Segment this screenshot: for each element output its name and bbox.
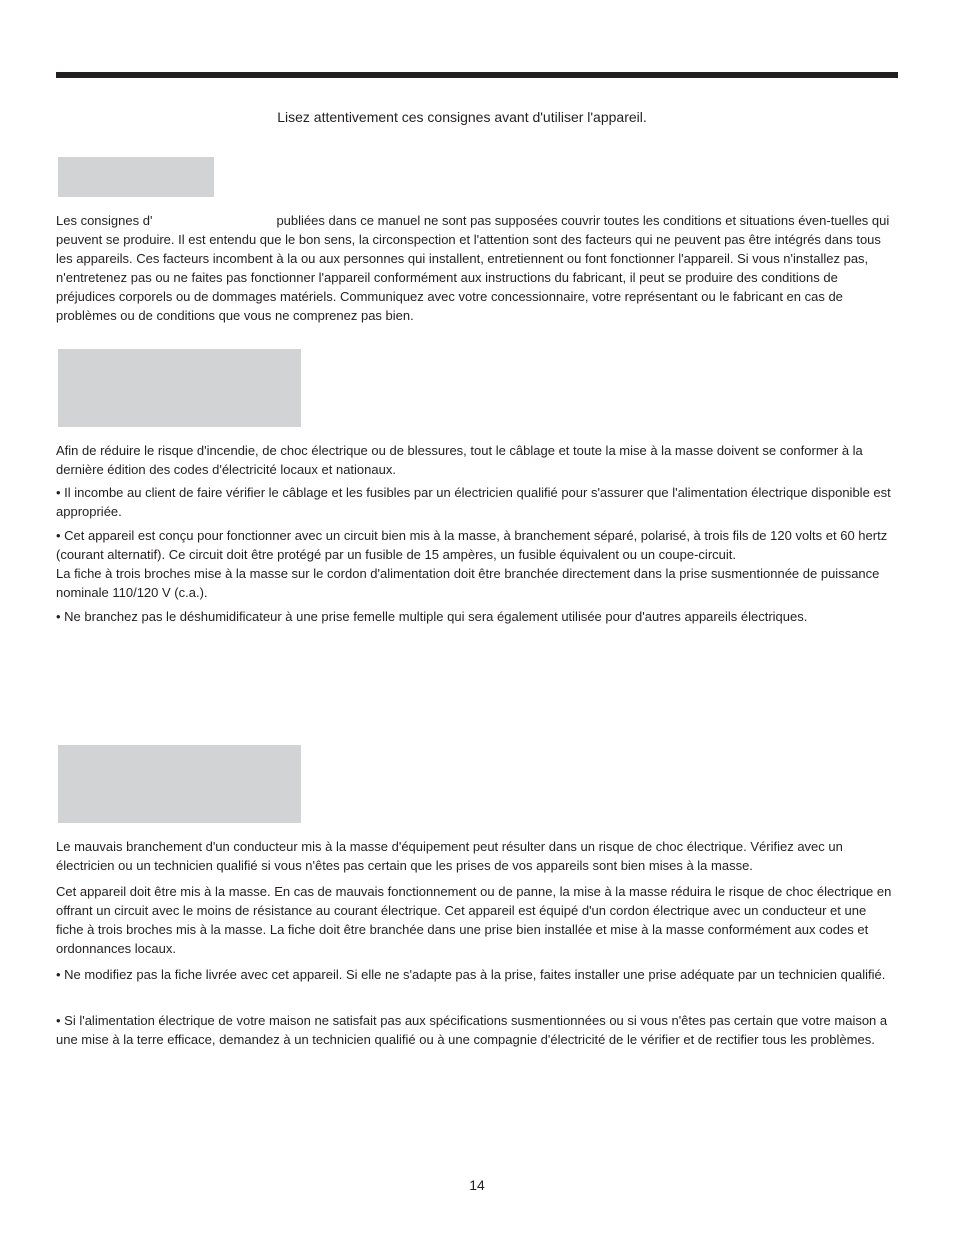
top-rule [56,72,898,78]
section3-paragraph-2: Cet appareil doit être mis à la masse. En cas de mauvais fonctionnement ou de panne, la mise à la masse réduira le risque de choc électrique en offrant un circuit avec le moins de résistance au courant électrique. Cet appareil est équipé d'un cordon électrique avec un conducteur et une fiche à trois broches mis à la masse. La fiche doit être branchée dans une prise bien installée et mise à la masse conformément aux codes et ordonnances locaux. [56,884,892,956]
intro-text: Lisez attentivement ces consignes avant d'utiliser l'appareil. [277,109,647,125]
section2-bullet-1: • Il incombe au client de faire vérifier le câblage et les fusibles par un électricien qualifié pour s'assurer que l'alimentation électrique disponible est appropriée. [56,485,891,519]
section3-bullet-1: • Ne modifiez pas la fiche livrée avec cet appareil. Si elle ne s'adapte pas à la prise, faites installer une prise adéquate par un technicien qualifié. [56,967,886,982]
section2-bullet-2-line1: • Cet appareil est conçu pour fonctionner avec un circuit bien mis à la masse, à branchement séparé, polarisé, à trois fils de 120 volts et 60 hertz (courant alternatif). Ce circuit doit être protégé par un fusible de 15 ampères, un fusible équivalent ou un coupe-circuit. [56,528,888,562]
page-number: 14 [469,1177,485,1193]
section-heading-placeholder-3 [58,745,301,823]
section3-bullet-2: • Si l'alimentation électrique de votre maison ne satisfait pas aux spécifications susmentionnées ou si vous n'êtes pas certain que votre maison a une mise à la terre efficace, demandez à un technicien qualifié ou à une compagnie d'électricité de le vérifier et de rectifier tous les problèmes. [56,1013,888,1047]
section1-paragraph [56,211,896,325]
section2-bullet-2-line2: La fiche à trois broches mise à la masse sur le cordon d'alimentation doit être branchée directement dans la prise susmentionnée de puissance nominale 110/120 V (c.a.). [56,566,880,600]
section2-bullet-3: • Ne branchez pas le déshumidificateur à une prise femelle multiple qui sera également utilisée pour d'autres appareils électriques. [56,609,808,624]
section3-paragraph-1: Le mauvais branchement d'un conducteur mis à la masse d'équipement peut résulter dans un risque de choc électrique. Vérifiez avec un électricien ou un technicien qualifié si vous n'êtes pas certain que les prises de vos appareils sont bien mises à la masse. [56,839,843,873]
section1-para-rest: publiées dans ce manuel ne sont pas supposées couvrir toutes les conditions et situations éven-tuelles qui peuvent se produire. Il est entendu que le bon sens, la circonspection et l'attention sont des facteurs qui ne peuvent pas être intégrés dans tous les appareils. Ces facteurs incombent à la ou aux personnes qui installent, entretiennent ou font fonctionner l'appareil. Si vous n'installez pas, n'entretenez pas ou ne faites pas fonctionner l'appareil conformément aux instructions du fabricant, il peut se produire des conditions de préjudices corporels ou de dommages matériels. Communiquez avec votre concessionnaire, votre représentant ou le fabricant en cas de problèmes ou de conditions que vous ne comprenez pas bien. [56,213,890,323]
section2-paragraph: Afin de réduire le risque d'incendie, de choc électrique ou de blessures, tout le câblage et toute la mise à la masse doivent se conformer à la dernière édition des codes d'électricité locaux et nationaux. [56,443,863,477]
section-heading-placeholder-2 [58,349,301,427]
section1-para-start: Les consignes d' [56,213,153,228]
section-heading-placeholder-1 [58,157,214,197]
